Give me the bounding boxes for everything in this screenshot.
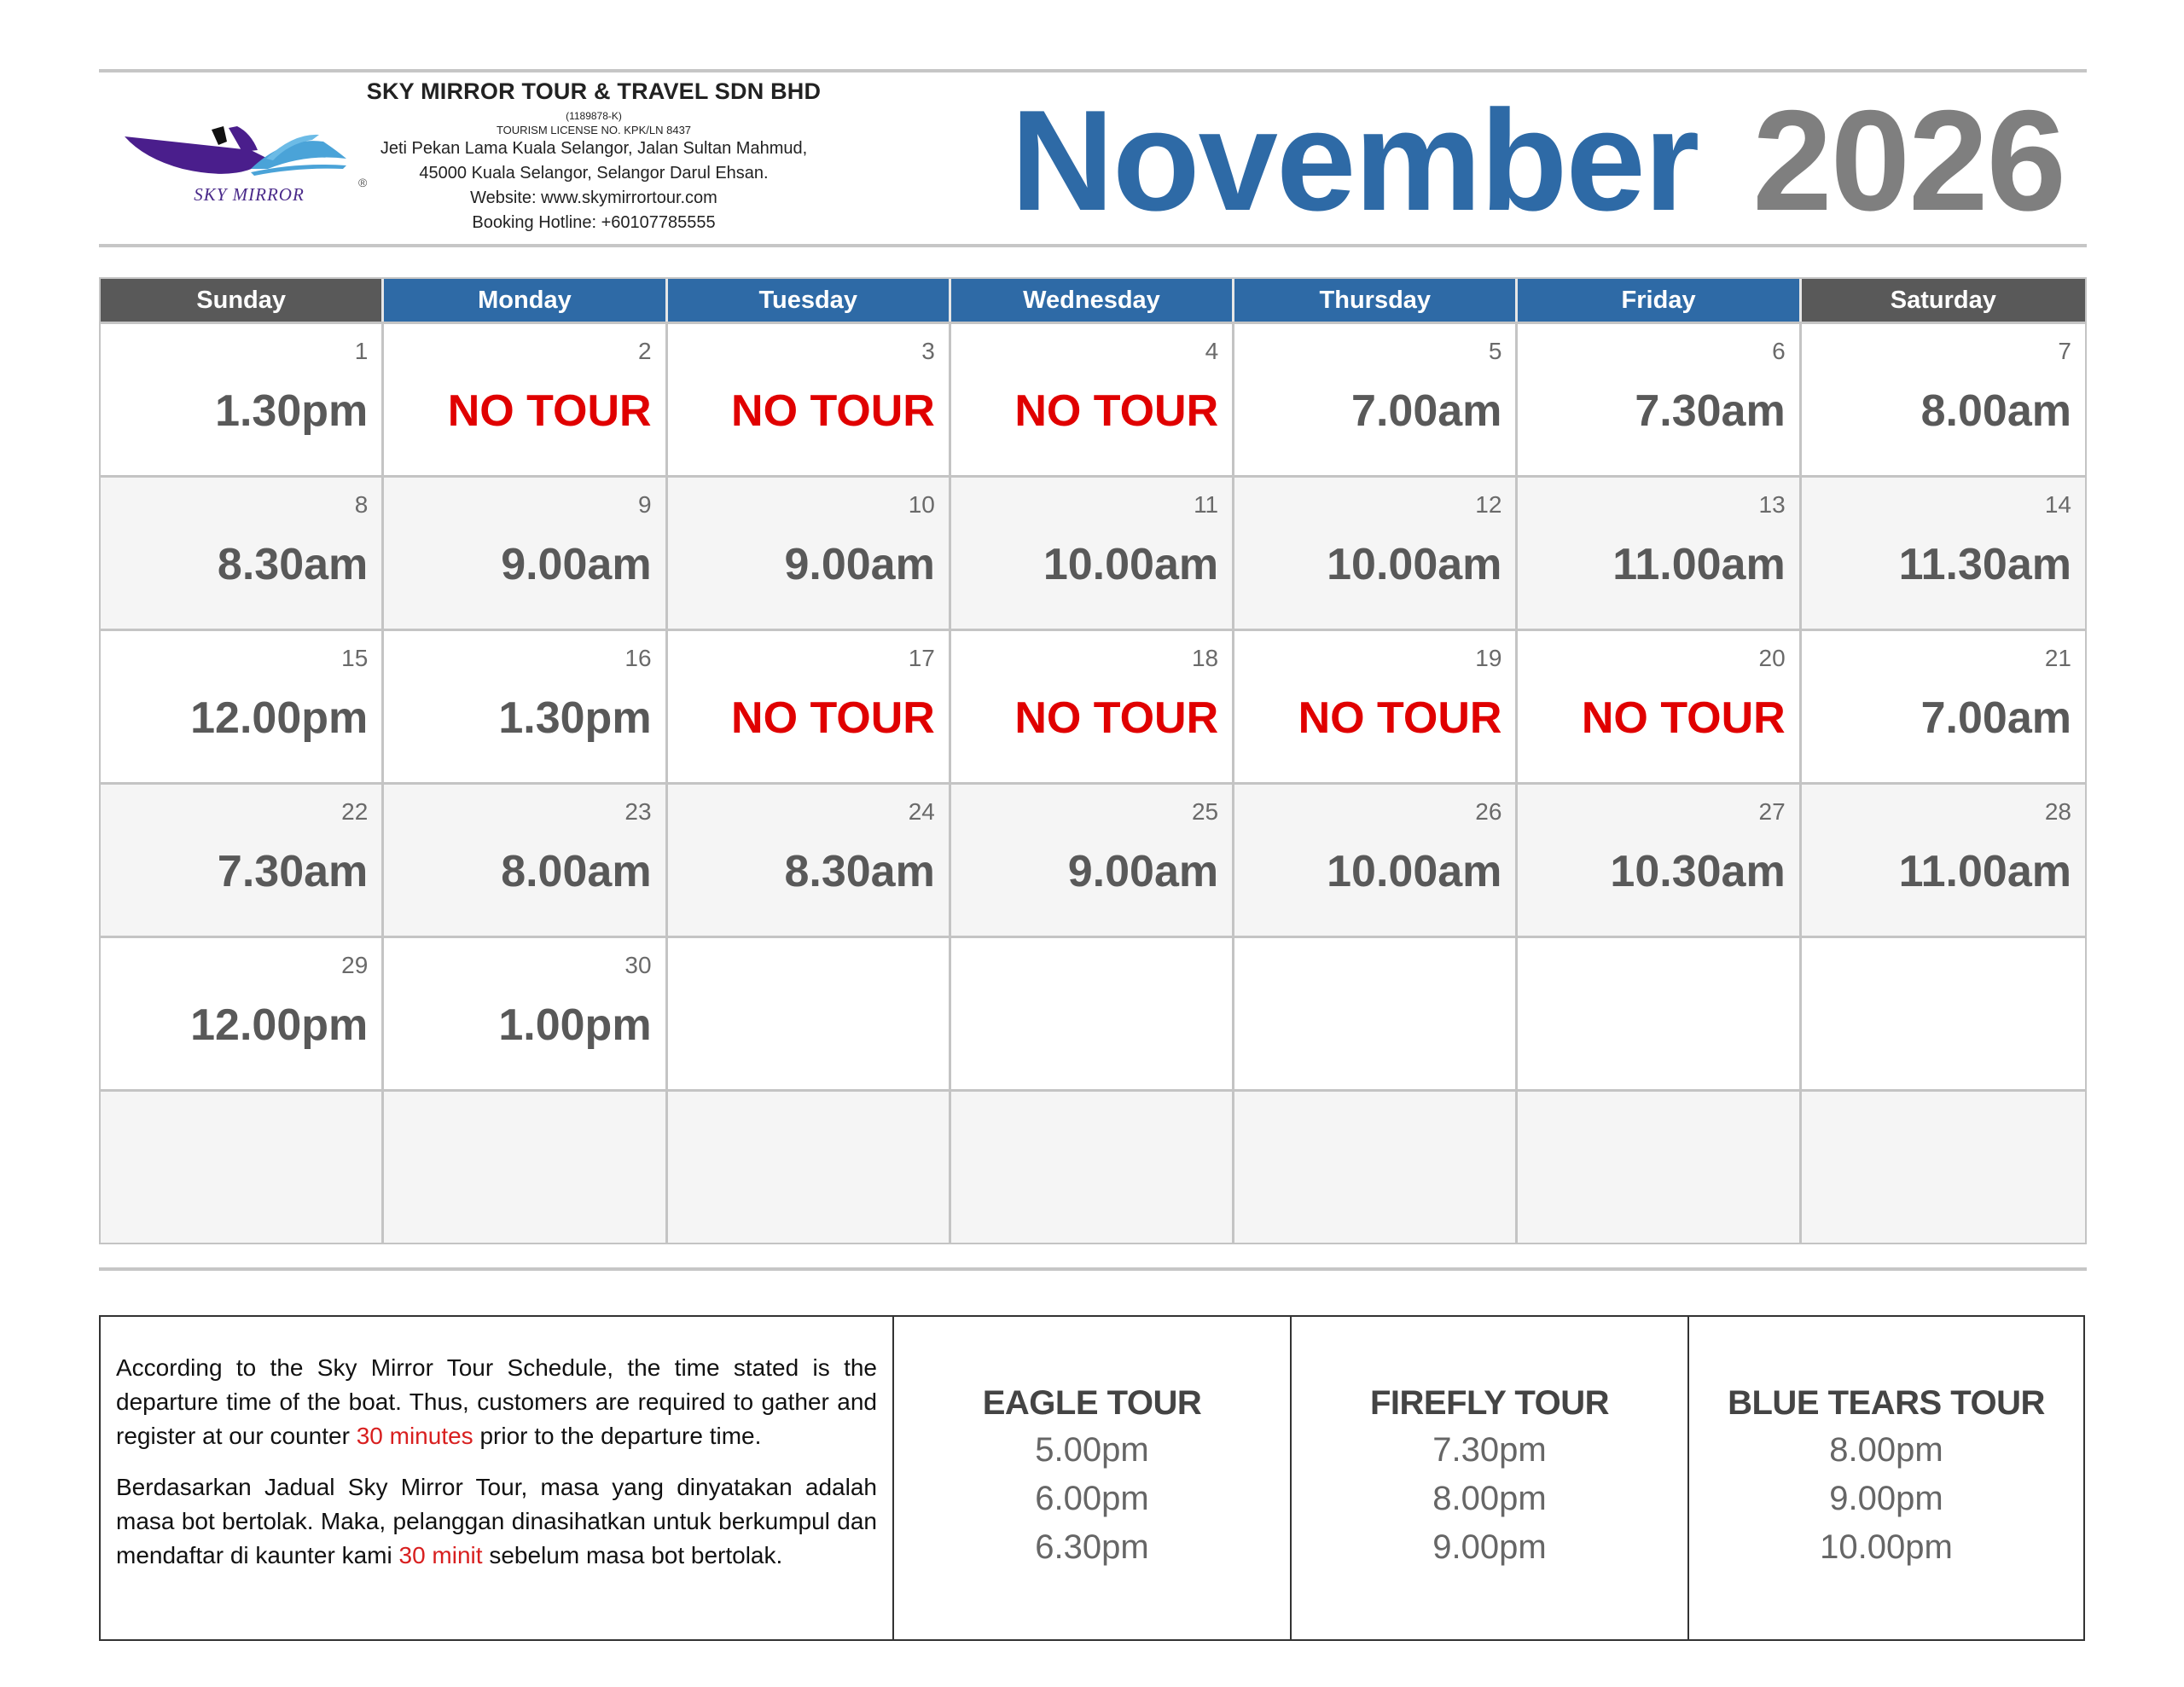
calendar-day-cell <box>951 631 1234 782</box>
calendar-week-row <box>101 629 2085 782</box>
tour-time: 9.00pm <box>1432 1528 1547 1566</box>
day-number: 29 <box>341 952 369 978</box>
no-tour-label: NO TOUR <box>1298 693 1502 743</box>
calendar-day-cell <box>951 324 1234 475</box>
calendar-day-cell <box>1802 631 2085 782</box>
calendar-day-cell <box>951 478 1234 629</box>
departure-time: 1.00pm <box>498 1000 652 1050</box>
note-english-text-end: prior to the departure time. <box>473 1423 762 1449</box>
calendar-day-cell <box>951 938 1234 1089</box>
day-number: 5 <box>1488 338 1502 364</box>
company-name: SKY MIRROR TOUR & TRAVEL SDN BHD <box>366 78 822 104</box>
logo-text: SKY MIRROR <box>194 184 305 205</box>
calendar-day-cell <box>1518 478 1801 629</box>
calendar-day-cell <box>951 785 1234 936</box>
tour-name: FIREFLY TOUR <box>1370 1384 1609 1422</box>
no-tour-label: NO TOUR <box>731 386 935 436</box>
calendar-day-cell <box>668 478 951 629</box>
departure-time: 9.00am <box>501 540 652 589</box>
departure-time: 9.00am <box>1067 847 1219 896</box>
registered-mark-icon: ® <box>358 176 368 189</box>
firefly-tour-schedule <box>1292 1317 1689 1639</box>
day-number: 9 <box>637 491 652 518</box>
departure-time: 7.30am <box>217 847 369 896</box>
company-registration: (1189878-K) <box>566 110 622 122</box>
departure-time: 12.00pm <box>190 1000 369 1050</box>
departure-time: 1.30pm <box>498 693 652 743</box>
day-number: 12 <box>1475 491 1502 518</box>
day-number: 25 <box>1191 798 1219 825</box>
calendar-day-cell <box>384 785 667 936</box>
calendar-day-cell <box>951 1092 1234 1243</box>
day-number: 26 <box>1475 798 1502 825</box>
calendar-title <box>1011 78 2065 243</box>
calendar-day-cell <box>384 324 667 475</box>
title-month: November <box>1010 80 1699 241</box>
calendar-day-cell <box>1234 1092 1518 1243</box>
departure-time: 12.00pm <box>190 693 369 743</box>
day-number: 30 <box>624 952 652 978</box>
website: Website: www.skymirrortour.com <box>470 188 717 207</box>
note-malay <box>116 1470 877 1573</box>
tour-time: 8.00pm <box>1432 1480 1547 1517</box>
calendar-week-row <box>101 322 2085 475</box>
note-malay-text: Berdasarkan Jadual Sky Mirror Tour, masa yang dinyatakan adalah masa bot bertolak. Maka, pelanggan dinasihatkan untuk berkumpul dan mendaftar di kaunter kami <box>116 1474 877 1568</box>
day-number: 23 <box>624 798 652 825</box>
calendar-day-cell <box>1518 631 1801 782</box>
calendar-week-row <box>101 782 2085 936</box>
calendar-day-cell <box>384 1092 667 1243</box>
header-divider <box>99 244 2087 247</box>
weekday-header-wednesday: Wednesday <box>951 279 1234 322</box>
tour-time: 10.00pm <box>1820 1528 1953 1566</box>
tour-name: BLUE TEARS TOUR <box>1728 1384 2045 1422</box>
departure-time: 11.00am <box>1612 540 1786 589</box>
day-number: 11 <box>1194 491 1219 518</box>
note-malay-highlight: 30 minit <box>398 1542 483 1568</box>
tour-time: 8.00pm <box>1829 1431 1943 1469</box>
day-number: 17 <box>908 645 935 671</box>
day-number: 8 <box>354 491 369 518</box>
departure-time: 8.30am <box>784 847 935 896</box>
departure-time: 10.00am <box>1043 540 1219 589</box>
departure-time: 9.00am <box>784 540 935 589</box>
calendar-week-row <box>101 475 2085 629</box>
calendar-grid <box>99 277 2087 1244</box>
calendar-day-cell <box>101 631 384 782</box>
note-malay-text-end: sebelum masa bot bertolak. <box>482 1542 783 1568</box>
weekday-header-saturday: Saturday <box>1802 279 2085 322</box>
boat-waves-icon <box>123 125 353 184</box>
day-number: 1 <box>354 338 369 364</box>
tour-time: 6.30pm <box>1035 1528 1149 1566</box>
note-english <box>116 1351 877 1453</box>
day-number: 10 <box>908 491 935 518</box>
address-line-2: 45000 Kuala Selangor, Selangor Darul Ehsan. <box>419 164 769 183</box>
calendar-weeks <box>101 322 2085 1243</box>
company-info <box>355 73 833 235</box>
sky-mirror-logo <box>123 125 368 218</box>
calendar-day-cell <box>384 631 667 782</box>
weekday-header-thursday: Thursday <box>1234 279 1518 322</box>
calendar-day-cell <box>384 938 667 1089</box>
departure-time: 8.00am <box>1920 386 2071 436</box>
calendar-day-cell <box>1518 1092 1801 1243</box>
no-tour-label: NO TOUR <box>1581 693 1786 743</box>
calendar-day-cell <box>1802 938 2085 1089</box>
day-number: 28 <box>2044 798 2071 825</box>
eagle-tour-schedule <box>894 1317 1292 1639</box>
note-english-highlight: 30 minutes <box>356 1423 473 1449</box>
day-number: 20 <box>1758 645 1786 671</box>
day-number: 2 <box>637 338 652 364</box>
day-number: 15 <box>341 645 369 671</box>
day-number: 3 <box>921 338 935 364</box>
calendar-day-cell <box>668 785 951 936</box>
departure-time: 7.00am <box>1920 693 2071 743</box>
address-line-1: Jeti Pekan Lama Kuala Selangor, Jalan Sultan Mahmud, <box>380 139 808 158</box>
blue-tears-tour-schedule <box>1689 1317 2083 1639</box>
departure-time: 10.00am <box>1327 540 1502 589</box>
weekday-header-friday: Friday <box>1518 279 1801 322</box>
tour-name: EAGLE TOUR <box>982 1384 1202 1422</box>
departure-time: 10.00am <box>1327 847 1502 896</box>
calendar-day-cell <box>101 324 384 475</box>
tour-info-table <box>99 1315 2085 1641</box>
calendar-day-cell <box>1802 785 2085 936</box>
calendar-day-cell <box>101 478 384 629</box>
departure-time: 7.00am <box>1351 386 1502 436</box>
departure-note <box>101 1317 894 1639</box>
departure-time: 8.30am <box>217 540 369 589</box>
day-number: 18 <box>1191 645 1219 671</box>
day-number: 16 <box>624 645 652 671</box>
top-divider <box>99 69 2087 72</box>
weekday-header-monday: Monday <box>384 279 667 322</box>
no-tour-label: NO TOUR <box>447 386 652 436</box>
departure-time: 11.00am <box>1898 847 2071 896</box>
calendar-day-cell <box>1234 478 1518 629</box>
calendar-day-cell <box>668 324 951 475</box>
day-number: 24 <box>908 798 935 825</box>
calendar-day-cell <box>1518 938 1801 1089</box>
calendar-day-cell <box>1802 478 2085 629</box>
day-number: 4 <box>1205 338 1219 364</box>
tour-time: 9.00pm <box>1829 1480 1943 1517</box>
calendar-week-row <box>101 1089 2085 1243</box>
calendar-day-cell <box>668 938 951 1089</box>
note-english-text: According to the Sky Mirror Tour Schedule, the time stated is the departure time of the boat. Thus, customers are required to gather and register at our counter <box>116 1354 877 1449</box>
calendar-day-cell <box>668 1092 951 1243</box>
calendar-day-cell <box>1234 938 1518 1089</box>
day-number: 22 <box>341 798 369 825</box>
calendar-day-cell <box>1234 631 1518 782</box>
departure-time: 8.00am <box>501 847 652 896</box>
calendar-week-row <box>101 936 2085 1089</box>
tour-time: 6.00pm <box>1035 1480 1149 1517</box>
weekday-header-sunday: Sunday <box>101 279 384 322</box>
day-number: 14 <box>2044 491 2071 518</box>
page-header <box>99 73 2087 244</box>
day-number: 19 <box>1475 645 1502 671</box>
calendar-day-cell <box>668 631 951 782</box>
calendar-day-cell <box>1518 785 1801 936</box>
departure-time: 7.30am <box>1635 386 1786 436</box>
day-number: 13 <box>1758 491 1786 518</box>
bottom-divider <box>99 1267 2087 1271</box>
calendar-day-cell <box>101 938 384 1089</box>
calendar-day-cell <box>101 785 384 936</box>
day-number: 7 <box>2058 338 2071 364</box>
day-number: 6 <box>1772 338 1786 364</box>
calendar-day-cell <box>101 1092 384 1243</box>
departure-time: 1.30pm <box>215 386 369 436</box>
no-tour-label: NO TOUR <box>1014 693 1219 743</box>
title-year: 2026 <box>1752 80 2065 241</box>
departure-time: 11.30am <box>1898 540 2071 589</box>
tour-time: 7.30pm <box>1432 1431 1547 1469</box>
no-tour-label: NO TOUR <box>731 693 935 743</box>
calendar-day-cell <box>1234 785 1518 936</box>
calendar-day-cell <box>1802 1092 2085 1243</box>
calendar-day-cell <box>1234 324 1518 475</box>
weekday-header-row <box>101 279 2085 322</box>
tour-time: 5.00pm <box>1035 1431 1149 1469</box>
departure-time: 10.30am <box>1610 847 1786 896</box>
booking-hotline: Booking Hotline: +60107785555 <box>472 213 716 232</box>
calendar-day-cell <box>1518 324 1801 475</box>
day-number: 21 <box>2044 645 2071 671</box>
calendar-day-cell <box>1802 324 2085 475</box>
weekday-header-tuesday: Tuesday <box>668 279 951 322</box>
tourism-license: TOURISM LICENSE NO. KPK/LN 8437 <box>496 124 692 136</box>
day-number: 27 <box>1758 798 1786 825</box>
calendar-day-cell <box>384 478 667 629</box>
no-tour-label: NO TOUR <box>1014 386 1219 436</box>
